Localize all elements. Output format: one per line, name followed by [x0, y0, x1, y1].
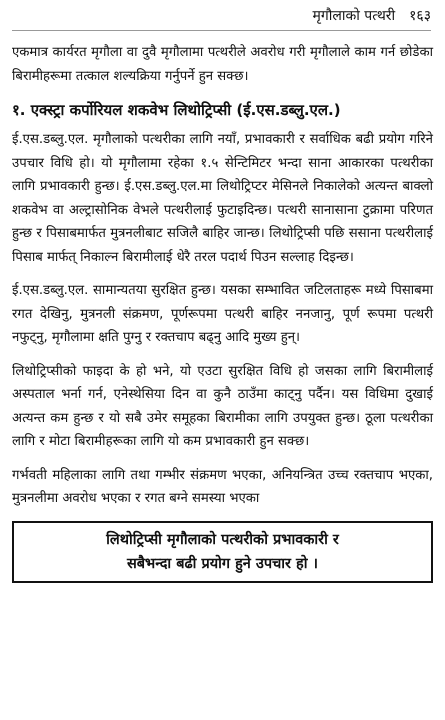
paragraph-4: गर्भवती महिलाका लागि तथा गम्भीर संक्रमण भएका, अनियन्त्रित उच्च रक्तचाप भएका, मुत्रनलीमा अवरोध भएका र रगत बग्ने समस्या भएका: [12, 467, 433, 506]
callout-box: [12, 521, 433, 583]
section-heading: १. एक्स्ट्रा कर्पोरियल शकवेभ लिथोट्रिप्सी (ई.एस.डब्लु.एल.): [12, 101, 341, 119]
page-number: १६३: [409, 7, 431, 24]
callout-line-1: लिथोट्रिप्सी मृगौलाको पत्थरीको प्रभावकारी र: [106, 531, 339, 548]
page-content: [12, 31, 433, 583]
paragraph-1: ई.एस.डब्लु.एल. मृगौलाको पत्थरीका लागि नयाँ, प्रभावकारी र सर्वाधिक बढी प्रयोग गरिने उपचार विधि हो। यो मृगौलामा रहेका १.५ सेन्टिमिटर भन्दा साना आकारका पत्थरीका लागि प्रभावकारी हुन्छ। ई.एस.डब्लु.एल.मा लिथोट्रिप्टर मेसिनले निकालेको अत्यन्त बाक्लो शकवेभ वा अल्ट्रासोनिक वेभले पत्थरीलाई फुटाइदिन्छ। पत्थरी सानासाना टुक्रामा परिणत हुन्छ र पिसाबमार्फत मुत्रनलीबाट सजिलै बाहिर जान्छ। लिथोट्रिप्सी पछि ससाना पत्थरीलाई पिसाब मार्फत् निकाल्न बिरामीलाई धेरै तरल पदार्थ पिउन सल्लाह दिइन्छ।: [12, 132, 433, 265]
running-title: मृगौलाको पत्थरी: [312, 7, 396, 24]
running-header: [12, 0, 431, 31]
paragraph-3: लिथोट्रिप्सीको फाइदा के हो भने, यो एउटा सुरक्षित विधि हो जसका लागि बिरामीलाई अस्पताल भर्ना गर्न, एनेस्थेसिया दिन वा कुनै ठाउँमा काट्नु पर्दैन। यस विधिमा दुखाई अत्यन्त कम हुन्छ र यो सबै उमेर समूहका बिरामीका लागि उपयुक्त हुन्छ। ठूला पत्थरीका लागि र मोटा बिरामीहरूका लागि यो कम प्रभावकारी हुन सक्छ।: [12, 363, 433, 449]
callout-line-2: सबैभन्दा बढी प्रयोग हुने उपचार हो ।: [126, 555, 319, 572]
paragraph-2: ई.एस.डब्लु.एल. सामान्यतया सुरक्षित हुन्छ। यसका सम्भावित जटिलताहरू मध्ये पिसाबमा रगत देखिनु, मुत्रनली संक्रमण, पूर्णरूपमा पत्थरी बाहिर ननजानु, पूर्ण रूपमा पत्थरी नफुट्नु, मृगौलामा क्षति पुग्नु र रक्तचाप बढ्नु आदि मुख्य हुन्।: [12, 283, 433, 345]
intro-paragraph: एकमात्र कार्यरत मृगौला वा दुवै मृगौलामा पत्थरीले अवरोध गरी मृगौलाले काम गर्न छोडेका बिरामीहरूमा तत्काल शल्यक्रिया गर्नुपर्ने हुन सक्छ।: [12, 45, 433, 84]
